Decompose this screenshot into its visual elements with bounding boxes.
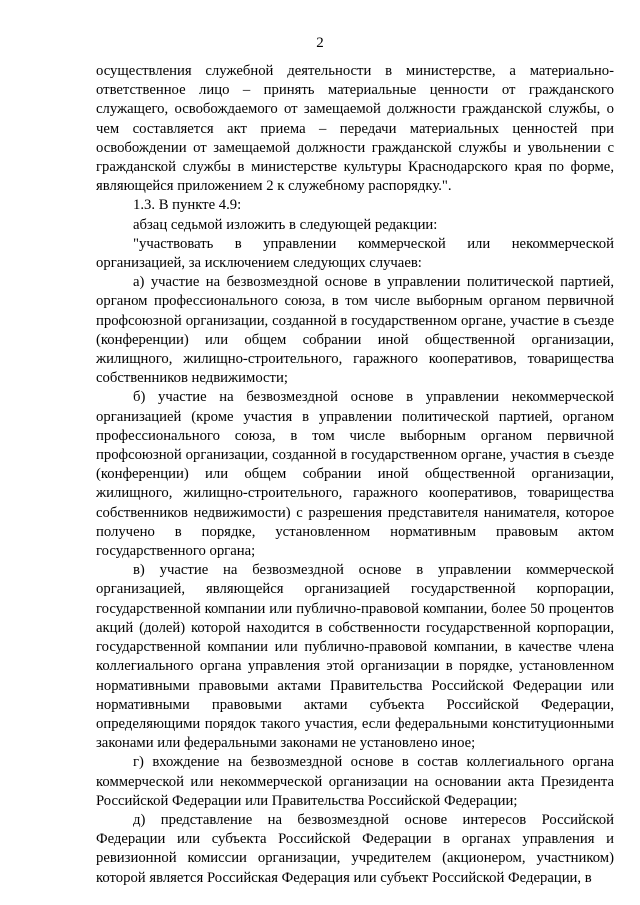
paragraph-item-d: д) представление на безвозмездной основе интересов Российской Федерации или субъекта Российской Федерации в органах управления и ревизионной комиссии организации, учредителем (акционером, участником) которой является Российская Федерация или субъект Российской Федерации, в bbox=[96, 811, 614, 886]
paragraph-continuation: осуществления служебной деятельности в министерстве, а материально-ответственное лицо – принять материальные ценности от гражданского служащего, освобождаемого от замещаемой должности гражданской службы, о чем составляется акт приема – передачи материальных ценностей при освобождении от замещаемой должности гражданской службы и увольнении с гражданской службы в министерстве культуры Краснодарского края по форме, являющейся приложением 2 к служебному распорядку.". bbox=[96, 63, 614, 195]
paragraph-abzac-seventh: абзац седьмой изложить в следующей редакции: bbox=[133, 216, 438, 233]
paragraph-item-g: г) вхождение на безвозмездной основе в состав коллегиального органа коммерческой или некоммерческой организации на основании акта Президента Российской Федерации или Правительства Российской Федерации; bbox=[96, 754, 614, 809]
paragraph-item-b: б) участие на безвозмездной основе в управлении некоммерческой организацией (кроме участия в управлении политической партией, органом профессионального союза, в том числе выборным органом первичной профсоюзной организации, созданной в государственном органе, участия в съезде (конференции) или общем собрании иной общественной организации, жилищного, жилищно-строительного, гаражного кооперативов, товарищества собственников недвижимости) с разрешения представителя нанимателя, которое получено в порядке, установленном нормативным правовым актом государственного органа; bbox=[96, 389, 614, 560]
document-body bbox=[96, 62, 614, 888]
paragraph-item-1-3: 1.3. В пункте 4.9: bbox=[133, 197, 242, 214]
page-number: 2 bbox=[316, 35, 324, 51]
paragraph-item-v: в) участие на безвозмездной основе в управлении коммерческой организацией, являющейся организацией государственной корпорации, государственной компании или публично-правовой компании, более 50 процентов акций (долей) которой находится в собственности государственной корпорации, государственной компании или публично-правовой компании, в качестве члена коллегиального органа управления этой организации в порядке, установленном нормативными правовыми актами Правительства Российской Федерации или нормативными правовыми актами субъекта Российской Федерации, определяющими порядок такого участия, если федеральными конституционными законами или федеральными законами не установлено иное; bbox=[96, 562, 614, 752]
paragraph-participate: "участвовать в управлении коммерческой или некоммерческой организацией, за исключением следующих случаев: bbox=[96, 235, 614, 272]
paragraph-item-a: а) участие на безвозмездной основе в управлении политической партией, органом профессионального союза, в том числе выборным органом первичной профсоюзной организации, созданной в государственном органе, участие в съезде (конференции) или общем собрании иной общественной организации, жилищного, жилищно-строительного, гаражного кооперативов, товарищества собственников недвижимости; bbox=[96, 274, 614, 387]
